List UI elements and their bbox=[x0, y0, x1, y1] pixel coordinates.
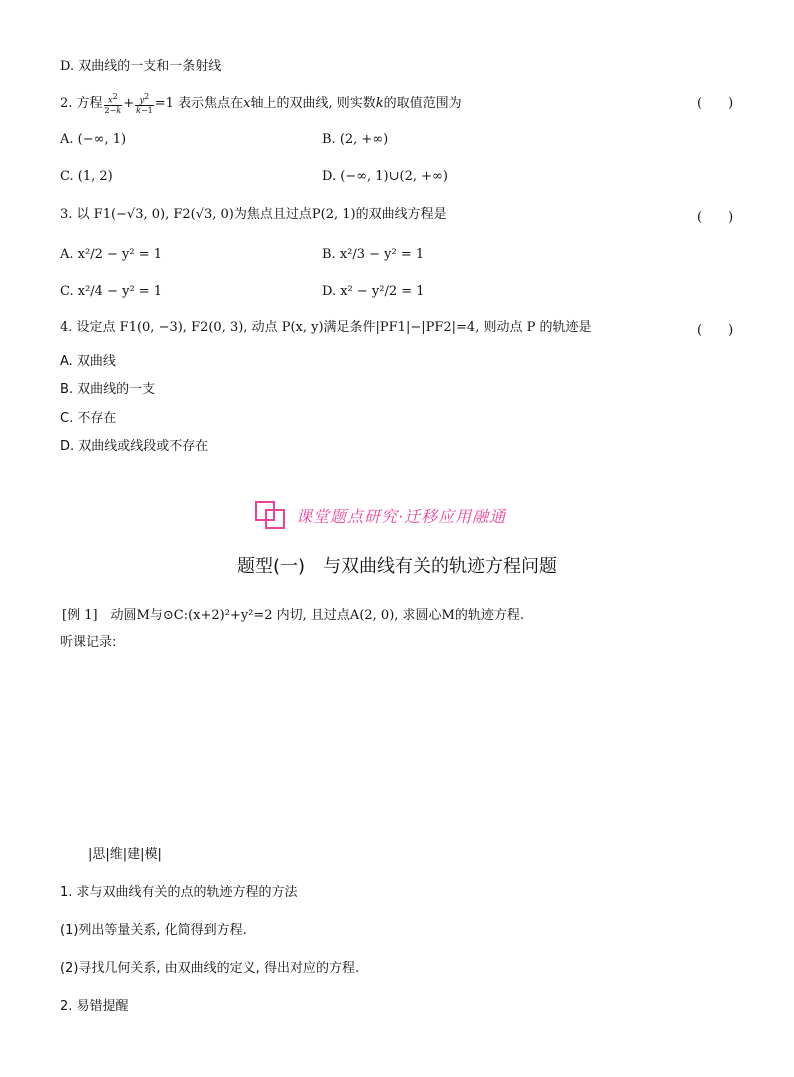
model-point-4: 2. 易错提醒 bbox=[60, 999, 129, 1014]
q4-answer-paren: ( ) bbox=[697, 323, 734, 338]
banner-title: 课堂题点研究·迁移应用融通 bbox=[296, 506, 507, 526]
q4-option-c: C. 不存在 bbox=[60, 411, 117, 426]
q2-stem: 2. 方程 $\frac{x^2}{2-k}$ + $\frac{y^2}{k-1}$ =1 表示焦点在x轴上的双曲线, 则实数k的取值范围为 bbox=[60, 92, 462, 115]
q4-option-d: D. 双曲线或线段或不存在 bbox=[60, 439, 209, 454]
q3-stem: 3. 以 F1(−√3, 0), F2(√3, 0)为焦点且过点P(2, 1)的双曲线方程是 bbox=[60, 207, 447, 222]
notes-label: 听课记录: bbox=[60, 635, 117, 650]
q4-stem: 4. 设定点 F1(0, −3), F2(0, 3), 动点 P(x, y)满足条件|PF1|−|PF2|=4, 则动点 P 的轨迹是 bbox=[60, 320, 592, 335]
q3-option-b: B. x²/3 − y² = 1 bbox=[322, 247, 425, 262]
model-header: |思|维|建|模| bbox=[88, 847, 162, 862]
q3-answer-paren: ( ) bbox=[697, 210, 734, 225]
q3-option-c: C. x²/4 − y² = 1 bbox=[60, 284, 163, 299]
q2-option-d: D. (−∞, 1)∪(2, +∞) bbox=[322, 169, 448, 184]
q2-prefix: 2. 方程 bbox=[60, 95, 103, 111]
q1-option-d: D. 双曲线的一支和一条射线 bbox=[60, 59, 222, 74]
q3-option-a: A. x²/2 − y² = 1 bbox=[60, 247, 162, 262]
q4-option-b: B. 双曲线的一支 bbox=[60, 382, 156, 397]
model-point-3: (2)寻找几何关系, 由双曲线的定义, 得出对应的方程. bbox=[60, 961, 360, 976]
model-point-2: (1)列出等量关系, 化简得到方程. bbox=[60, 923, 247, 938]
q2-fraction-1: $\frac{x^2}{2-k}$ bbox=[104, 92, 122, 115]
q3-option-d: D. x² − y²/2 = 1 bbox=[322, 284, 425, 299]
q2-option-b: B. (2, +∞) bbox=[322, 132, 389, 147]
section-title: 题型(一) 与双曲线有关的轨迹方程问题 bbox=[236, 556, 558, 577]
q4-option-a: A. 双曲线 bbox=[60, 354, 116, 369]
q2-answer-paren: ( ) bbox=[697, 96, 734, 111]
q2-fraction-2: $\frac{y^2}{k-1}$ bbox=[136, 92, 153, 115]
q2-option-a: A. (−∞, 1) bbox=[60, 132, 127, 147]
overlapping-squares-icon bbox=[254, 500, 288, 530]
section-banner bbox=[254, 500, 506, 530]
model-point-1: 1. 求与双曲线有关的点的轨迹方程的方法 bbox=[60, 885, 298, 900]
q2-option-c: C. (1, 2) bbox=[60, 169, 113, 184]
example-1: [例 1] 动圆M与⊙C:(x+2)²+y²=2 内切, 且过点A(2, 0), 求圆心M的轨迹方程. bbox=[62, 608, 524, 623]
